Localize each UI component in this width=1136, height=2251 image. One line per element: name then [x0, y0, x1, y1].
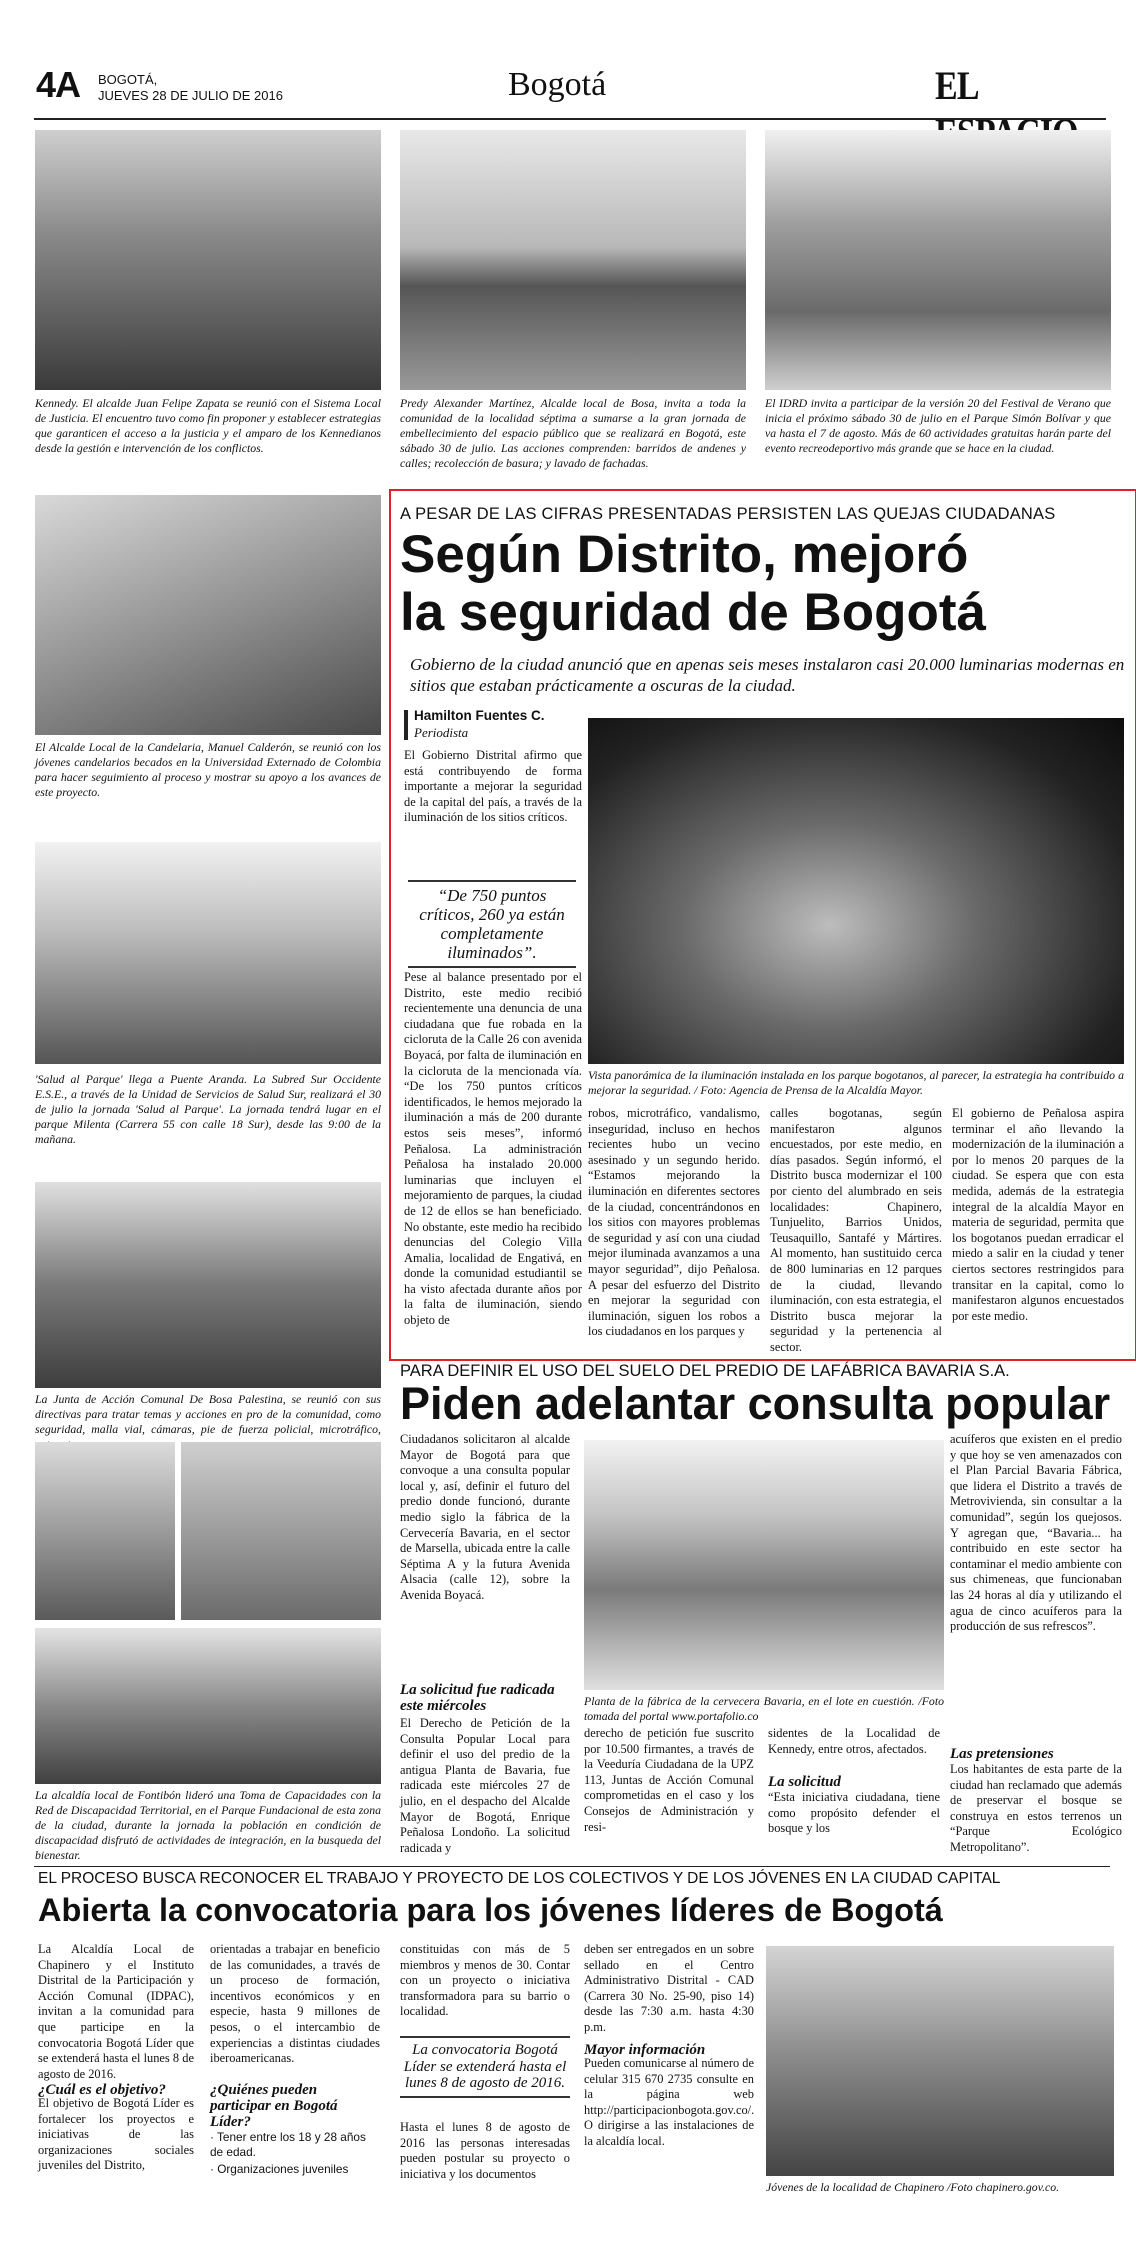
left-caption-2: 'Salud al Parque' llega a Puente Aranda. La Subred Sur Occidente E.S.E., a través de la Unidad de Servicios de Salud Sur, realizará el 30 de julio la jornada 'Salud al Parque'. La jornada tendrá lugar en el parque Milenta (Carrera 55 con calle 18 Sur), desde las 9:00 de la mañana. — [35, 1072, 381, 1146]
story2-col4-body-2: Los habitantes de esta parte de la ciudad han reclamado que además de preservar el bosque se construya en estos terrenos un “Parque Ecológico Metropolitano”. — [950, 1762, 1122, 1854]
story2-col1-body-2: El Derecho de Petición de la Consulta Popular Local para definir el uso del predio de la antigua Planta de Bavaria, fue radicada este miércoles 27 de julio, en el despacho del Alcalde Mayor de Bogotá, Enrique Peñalosa Londoño. La solicitud radicada y — [400, 1716, 570, 1855]
bosa-palestina-photo — [35, 1182, 381, 1388]
story3-col3-body: constituidas con más de 5 miembros y menos de 30. Contar con un proyecto o iniciativa transformadora para su barrio o localidad. — [400, 1942, 570, 2019]
section-name: Bogotá — [508, 66, 607, 103]
story3-col4-body: deben ser entregados en un sobre sellado en el Centro Administrativo Distrital - CAD (Carrera 30 No. 25-90, piso 14) desde las 7:30 a.m. hasta 4:30 p.m. — [584, 1942, 754, 2034]
main-kicker: A PESAR DE LAS CIFRAS PRESENTADAS PERSISTEN LAS QUEJAS CIUDADANAS — [400, 505, 1056, 523]
main-headline-1: Según Distrito, mejoró — [400, 525, 969, 584]
page-number: 4A — [36, 64, 81, 105]
story3-col2-sub: ¿Quiénes pueden participar en Bogotá Líder? — [210, 2082, 338, 2130]
story2-col3-body: sidentes de la Localidad de Kennedy, entre otros, afectados. — [768, 1726, 940, 1756]
story2-subhead-3: Las pretensiones — [950, 1746, 1054, 1762]
story3-headline: Abierta la convocatoria para los jóvenes líderes de Bogotá — [38, 1892, 943, 1928]
story2-headline: Piden adelantar consulta popular — [400, 1378, 1111, 1429]
story3-col4-sub: Mayor información — [584, 2042, 706, 2058]
byline-bar — [404, 710, 408, 740]
story3-photo-caption: Jóvenes de la localidad de Chapinero /Foto chapinero.gov.co. — [766, 2180, 1060, 2194]
candelaria-photo — [35, 495, 381, 735]
story2-photo-caption: Planta de la fábrica de la cervecera Bavaria, en el lote en cuestión. /Foto tomada del portal www.portafolio.co — [584, 1694, 944, 1723]
header-rule — [34, 118, 1106, 120]
main-photo-caption: Vista panorámica de la iluminación instalada en los parque bogotanos, al parecer, la estrategia ha contribuido a mejorar la seguridad. / Foto: Agencia de Prensa de la Alcaldía Mayor. — [588, 1068, 1124, 1097]
main-col1-body: Pese al balance presentado por el Distrito, este medio recibió recientemente una denuncia de una ciudadana que fue robada en la cicloruta de la Calle 26 con avenida Boyacá, por falta de iluminación en la cicloruta de la mencionada vía. “De los 750 puntos críticos identificados, le hemos mejorado la iluminación a más de 200 durante estos seis meses”, informó Peñalosa. La administración Peñalosa ha instalado 20.000 luminarias que incluyen el mejoramiento de parques, la ciudad de 12 de ellos se han beneficiado. No obstante, este medio ha recibido denuncias del Colegio Villa Amalia, localidad de Engativá, en donde la comunidad estudiantil se ha visto afectada durante años por la falta de iluminación, siendo objeto de — [404, 970, 582, 1328]
main-col4-body: El gobierno de Peñalosa aspira terminar el año llevando la modernización de la iluminación a por lo menos 20 parques de la ciudad. Se espera que con esta medida, además de la estrategia integral de la alcaldía Mayor en materia de seguridad, permita que los bogotanos puedan erradicar el miedo a salir en la ciudad y tener ciertos sectores restringidos para transitar en la capital, como lo manifestaron algunos encuestados por este medio. — [952, 1106, 1124, 1323]
story2-subhead-2: La solicitud — [768, 1774, 841, 1790]
story2-col3-body-2: “Esta iniciativa ciudadana, tiene como propósito defender el bosque y los — [768, 1790, 940, 1836]
story3-kicker: EL PROCESO BUSCA RECONOCER EL TRABAJO Y PROYECTO DE LOS COLECTIVOS Y DE LOS JÓVENES EN LA CIUDAD CAPITAL — [38, 1870, 1001, 1887]
kennedy-photo — [35, 130, 381, 390]
chapinero-youth-photo — [766, 1946, 1114, 2176]
story3-col3-body-2: Hasta el lunes 8 de agosto de 2016 las personas interesadas pueden postular su proyecto o iniciativa y los documentos — [400, 2120, 570, 2181]
festival-photo — [765, 130, 1111, 390]
story3-bullet-2: · Organizaciones juveniles — [210, 2162, 349, 2176]
story3-bullet-1: · Tener entre los 18 y 28 años de edad. — [210, 2130, 366, 2159]
header-date: JUEVES 28 DE JULIO DE 2016 — [98, 88, 283, 103]
story2-kicker: PARA DEFINIR EL USO DEL SUELO DEL PREDIO DE LAFÁBRICA BAVARIA S.A. — [400, 1362, 1010, 1380]
story3-col2-body: orientadas a trabajar en beneficio de las comunidades, a través de un proceso de formación, incentivos económicos y en especie, hasta 9 millones de pesos, o el intercambio de experiencias a distintas ciudades iberoamericanas. — [210, 1942, 380, 2066]
fontibon-photo-2 — [181, 1442, 381, 1620]
main-deck: Gobierno de la ciudad anunció que en apenas seis meses instalaron casi 20.000 luminarias modernas en sitios que estaban prácticamente a oscuras de la ciudad. — [410, 655, 1125, 695]
salud-parque-photo — [35, 842, 381, 1064]
story3-top-rule — [34, 1866, 1110, 1867]
byline-name: Hamilton Fuentes C. — [414, 708, 545, 723]
header-city: BOGOTÁ, — [98, 72, 158, 87]
top-caption-2: Predy Alexander Martínez, Alcalde local de Bosa, invita a toda la comunidad de la localidad séptima a sumarse a la gran jornada de embellecimiento del espacio público que se realizará en Bogotá, este sábado 30 de julio. Las acciones comprenden: barridos de andenes y calles; recolección de basura; y lavado de fachadas. — [400, 396, 746, 470]
story2-col2-body: derecho de petición fue suscrito por 10.500 firmantes, a través de la Veeduría Ciudadana de la UPZ 113, Juntas de Acción Comunal comprometidas en el caso y los Consejos de Administración y resi- — [584, 1726, 754, 1834]
story3-pull-quote: La convocatoria Bogotá Líder se extenderá hasta el lunes 8 de agosto de 2016. — [400, 2036, 570, 2098]
top-caption-1: Kennedy. El alcalde Juan Felipe Zapata se reunió con el Sistema Local de Justicia. El encuentro tuvo como fin proponer y establecer estrategias que garanticen el acceso a la justicia y el amparo de los Kennedianos desde la gestión e intervención de los conflictos. — [35, 396, 381, 455]
story3-col4-body-2: Pueden comunicarse al número de celular 315 670 2735 consulte en la página web http://participacionbogota.gov.co/. O dirigirse a las instalaciones de la alcaldía local. — [584, 2056, 755, 2148]
masthead: EL — [935, 63, 977, 108]
story3-col1-body-2: El objetivo de Bogotá Líder es fortalecer los proyectos e iniciativas de las organizaciones sociales juveniles del Distrito, — [38, 2096, 194, 2173]
story3-col1-sub: ¿Cuál es el objetivo? — [38, 2082, 166, 2098]
story2-subhead-1: La solicitud fue radicada este miércoles — [400, 1682, 555, 1714]
main-intro: El Gobierno Distrital afirmo que está contribuyendo de forma importante a mejorar la seguridad de la capital del país, a través de la iluminación de los sitios críticos. — [404, 748, 582, 825]
left-caption-1: El Alcalde Local de la Candelaria, Manuel Calderón, se reunió con los jóvenes candelarios becados en la Universidad Externado de Colombia para hacer seguimiento al proceso y mostrar su apoyo a los avances de este proyecto. — [35, 740, 381, 799]
story3-col1-body: La Alcaldía Local de Chapinero y el Instituto Distrital de la Participación y Acción Comunal (IDPAC), invitan a la comunidad para que participe en la convocatoria Bogotá Líder que se extenderá hasta el lunes 8 de agosto de 2016. — [38, 1942, 194, 2081]
bosa-building-photo — [400, 130, 746, 390]
park-lighting-photo — [588, 718, 1124, 1064]
left-caption-4: La alcaldía local de Fontibón lideró una Toma de Capacidades con la Red de Discapacidad Territorial, en el Parque Fundacional de esta zona de la ciudad, durante la jornada la población en condición de discapacidad disfrutó de actividades de integración, en la busqueda del bienestar. — [35, 1788, 381, 1862]
bavaria-plant-photo — [584, 1440, 944, 1690]
main-col2-body: robos, microtráfico, vandalismo, inseguridad, incluso en hechos recientes hubo un vecino asesinado y un segundo herido. “Estamos mejorando la iluminación en diferentes sectores de la ciudad, concentrándonos en los sitios con mayores problemas de seguridad y así con una ciudad mejor iluminada avanzamos a una mayor seguridad”, dijo Peñalosa. A pesar del esfuerzo del Distrito en mejorar la seguridad con iluminación, siguen los robos a los ciudadanos en los parques y — [588, 1106, 760, 1339]
fontibon-photo-3 — [35, 1628, 381, 1784]
main-col3-body: calles bogotanas, según manifestaron algunos encuestados, por este medio, en días pasados. Según informó, el Distrito busca modernizar el 100 por ciento del alumbrado en seis localidades: Chapinero, Tunjuelito, Barrios Unidos, Teusaquillo, Santafé y Mártires. Al momento, han sustituido cerca de 800 luminarias en 12 parques de la ciudad, llevando iluminación, con esta estrategia, el Distrito busca mejorar la seguridad y la pertenencia al sector. — [770, 1106, 942, 1354]
byline-role: Periodista — [414, 725, 469, 740]
left-caption-3: La Junta de Acción Comunal De Bosa Palestina, se reunió con sus directivas para tratar temas y acciones en pro de la comunidad, como seguridad, malla vial, cámaras, pie de fuerza policial, microtráfico, — [35, 1392, 381, 1436]
story2-col4-body: acuíferos que existen en el predio y que hoy se ven amenazados con el Plan Parcial Bavaria Fábrica, que lidera el Distrito a través de Metrovivienda, sin consultar a la comunidad”, según los quejosos. Y agregan que, “Bavaria... ha contribuido en este sector ha contaminar el medio ambiente con sus chimeneas, que funcionaban las 24 horas al día y utilizando el agua de cinco acuíferos para la producción de sus refrescos”. — [950, 1432, 1122, 1634]
main-headline-2: la seguridad de Bogotá — [400, 583, 987, 642]
main-pull-quote: “De 750 puntos críticos, 260 ya están completamente iluminados”. — [408, 880, 576, 968]
story2-col1-body: Ciudadanos solicitaron al alcalde Mayor de Bogotá para que convoque a una consulta popular local y, así, definir el futuro del predio donde funcionó, durante medio siglo la fábrica de la Cervecería Bavaria, en el sector de Marsella, ubicada entre la calle Séptima A y la futura Avenida Alsacia (calle 12), sobre la Avenida Boyacá. — [400, 1432, 570, 1602]
top-caption-3: El IDRD invita a participar de la versión 20 del Festival de Verano que inicia el próximo sábado 30 de julio en el Parque Simón Bolívar y que va hasta el 7 de agosto. Más de 60 actividades gratuitas harán parte del evento recreodeportivo más grande que se hace en la ciudad. — [765, 396, 1111, 455]
fontibon-photo-1 — [35, 1442, 175, 1620]
